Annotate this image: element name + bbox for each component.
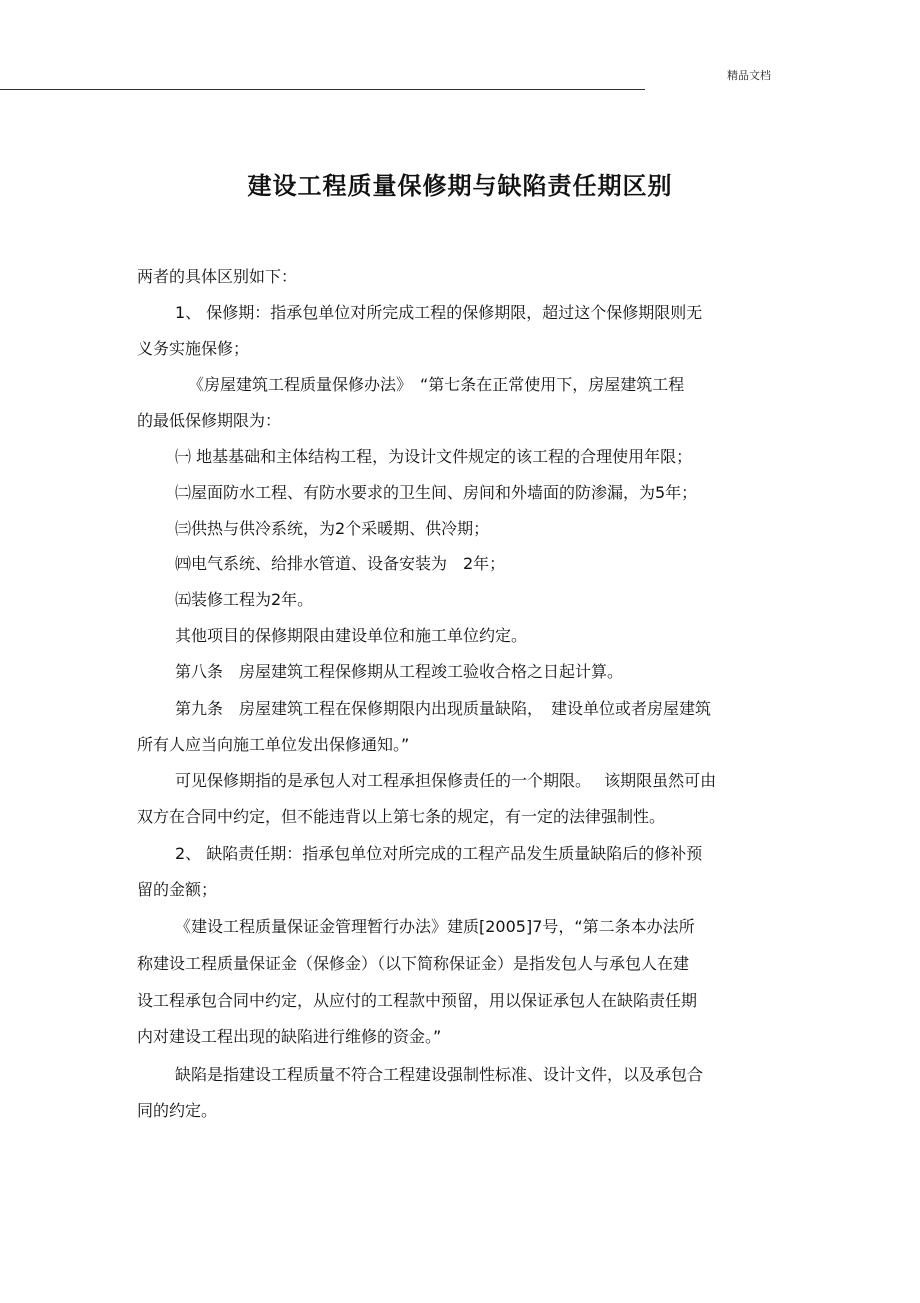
list-item: ㈣电气系统、给排水管道、设备安装为 2年； — [175, 554, 506, 573]
body-line: 《建设工程质量保证金管理暂行办法》建质[2005]7号，“第二条本办法所 — [175, 917, 695, 936]
body-line: 所有人应当向施工单位发出保修通知。” — [137, 735, 410, 754]
header-rule — [0, 89, 645, 90]
body-line: 义务实施保修； — [137, 339, 250, 358]
body-line: 双方在合同中约定，但不能违背以上第七条的规定，有一定的法律强制性。 — [137, 807, 666, 826]
intro-line: 两者的具体区别如下： — [137, 267, 298, 286]
header-label: 精品文档 — [727, 69, 771, 82]
list-item: ㈠ 地基基础和主体结构工程，为设计文件规定的该工程的合理使用年限； — [175, 447, 693, 466]
section-2-heading: 2、 缺陷责任期：指承包单位对所完成的工程产品发生质量缺陷后的修补预 — [175, 844, 703, 863]
list-item: ㈡屋面防水工程、有防水要求的卫生间、房间和外墙面的防渗漏，为5年； — [175, 483, 698, 502]
body-line: 第九条 房屋建筑工程在保修期限内出现质量缺陷， 建设单位或者房屋建筑 — [175, 699, 712, 718]
document-title: 建设工程质量保修期与缺陷责任期区别 — [247, 172, 673, 200]
body-line: 可见保修期指的是承包人对工程承担保修责任的一个期限。 该期限虽然可由 — [175, 771, 717, 790]
section-1-heading: 1、 保修期：指承包单位对所完成工程的保修期限，超过这个保修期限则无 — [175, 303, 703, 322]
body-line: 的最低保修期限为： — [137, 411, 282, 430]
list-item: ㈤装修工程为2年。 — [175, 590, 314, 609]
body-line: 留的金额； — [137, 880, 218, 899]
body-line: 《房屋建筑工程质量保修办法》 “第七条在正常使用下，房屋建筑工程 — [188, 375, 685, 394]
list-item: ㈢供热与供冷系统，为2个采暖期、供冷期； — [175, 519, 490, 538]
body-line: 其他项目的保修期限由建设单位和施工单位约定。 — [175, 626, 528, 645]
body-line: 缺陷是指建设工程质量不符合工程建设强制性标准、设计文件，以及承包合 — [175, 1065, 704, 1084]
body-line: 同的约定。 — [137, 1101, 218, 1120]
body-line: 第八条 房屋建筑工程保修期从工程竣工验收合格之日起计算。 — [175, 662, 624, 681]
body-line: 设工程承包合同中约定，从应付的工程款中预留，用以保证承包人在缺陷责任期 — [137, 991, 698, 1010]
body-line: 称建设工程质量保证金（保修金）（以下简称保证金）是指发包人与承包人在建 — [137, 954, 690, 973]
body-line: 内对建设工程出现的缺陷进行维修的资金。” — [137, 1027, 442, 1046]
